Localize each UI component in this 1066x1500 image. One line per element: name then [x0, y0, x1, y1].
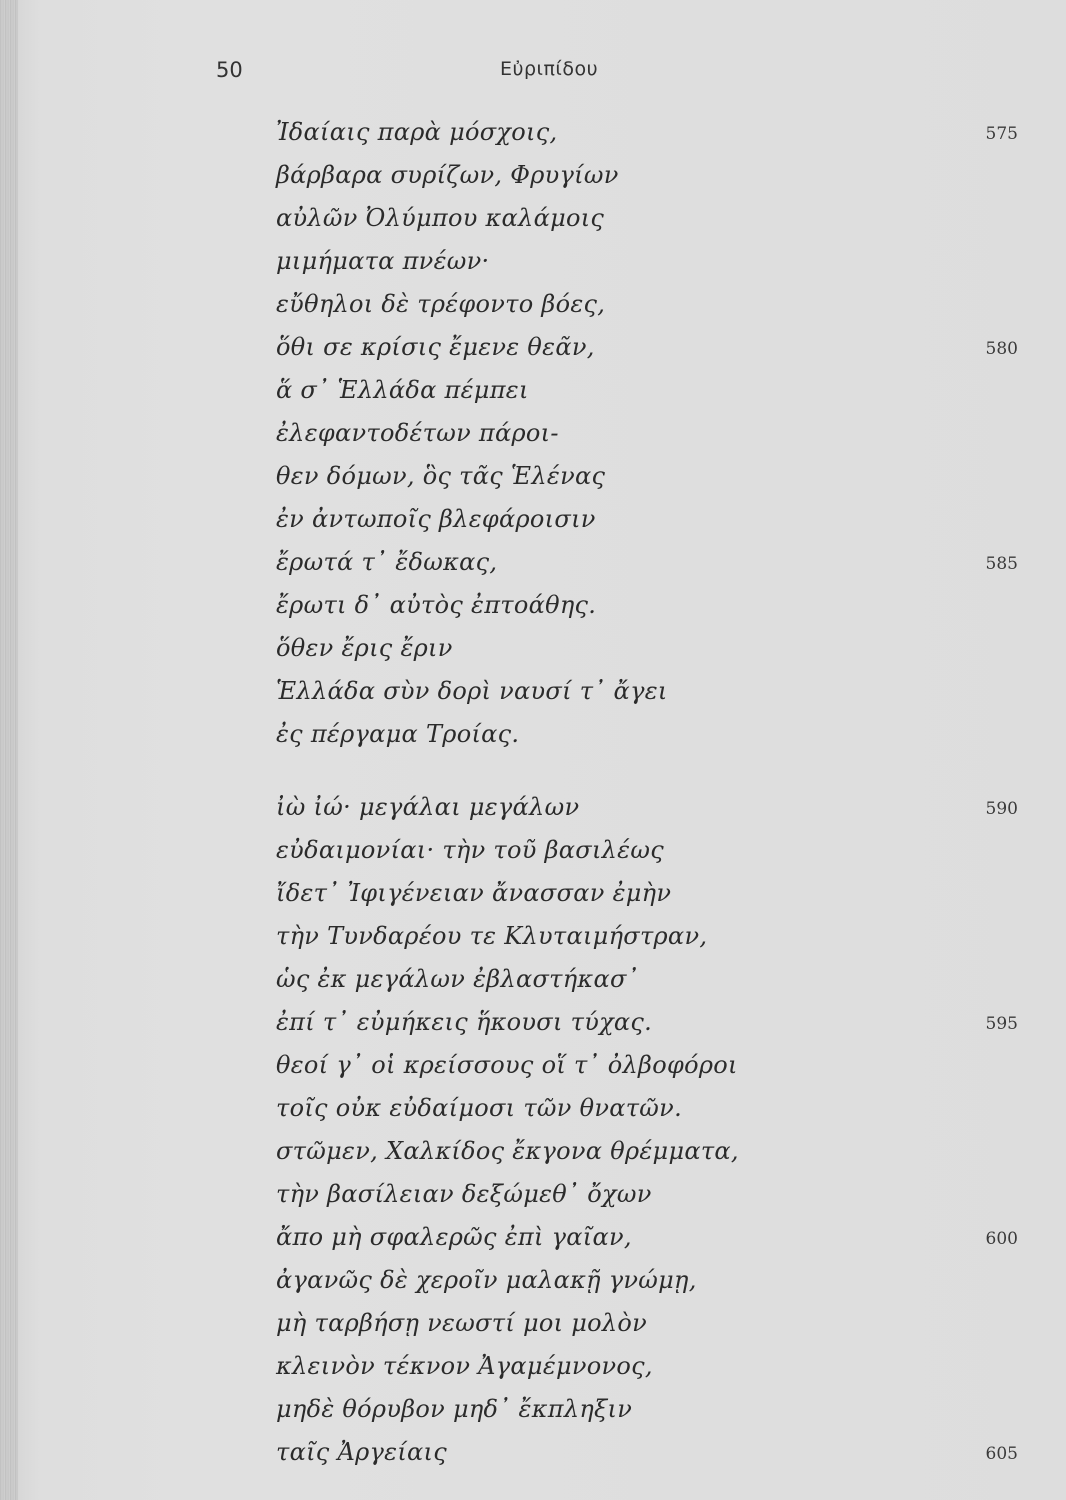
verse-line: μὴ ταρβήσῃ νεωστί μοι μολὸν — [276, 1309, 648, 1337]
verse-line: μηδὲ θόρυβον μηδ᾽ ἔκπληξιν — [276, 1395, 633, 1423]
verse-line: ἐς πέργαμα Τροίας. — [276, 720, 520, 748]
verse-line: ἔρωτι δ᾽ αὐτὸς ἐπτοάθης. — [276, 591, 597, 619]
verse-line: ἔρωτά τ᾽ ἔδωκας, — [276, 548, 498, 576]
verse-line: ὅθεν ἔρις ἔριν — [276, 634, 453, 662]
verse-line: Ἑλλάδα σὺν δορὶ ναυσί τ᾽ ἄγει — [276, 677, 668, 705]
page-edge — [0, 0, 18, 1500]
line-number: 590 — [985, 799, 1018, 819]
line-number: 600 — [985, 1229, 1018, 1249]
verse-line: ἄπο μὴ σφαλερῶς ἐπὶ γαῖαν, — [276, 1223, 632, 1251]
verse-line: ἴδετ᾽ Ἰφιγένειαν ἄνασσαν ἐμὴν — [276, 879, 672, 907]
verse-line: βάρβαρα συρίζων, Φρυγίων — [276, 161, 619, 189]
verse-line: μιμήματα πνέων· — [276, 247, 490, 275]
verse-line: τὴν Τυνδαρέου τε Κλυταιμήστραν, — [276, 922, 708, 950]
verse-line: θεν δόμων, ὃς τᾶς Ἑλένας — [276, 462, 606, 490]
line-number: 585 — [985, 554, 1018, 574]
line-number: 595 — [985, 1014, 1018, 1034]
verse-line: κλεινὸν τέκνον Ἀγαμέμνονος, — [276, 1352, 653, 1380]
verse-line: στῶμεν, Χαλκίδος ἔκγονα θρέμματα, — [276, 1137, 739, 1165]
line-number: 580 — [985, 339, 1018, 359]
verse-line: ἅ σ᾽ Ἑλλάδα πέμπει — [276, 376, 529, 404]
verse-line: ταῖς Ἀργείαις — [276, 1438, 447, 1466]
verse-line: εὐδαιμονίαι· τὴν τοῦ βασιλέως — [276, 836, 664, 864]
verse-line: εὔθηλοι δὲ τρέφοντο βόες, — [276, 290, 606, 318]
verse-line: ἀγανῶς δὲ χεροῖν μαλακῇ γνώμῃ, — [276, 1266, 697, 1294]
verse-line: ἐλεφαντοδέτων πάροι- — [276, 419, 559, 447]
page-number: 50 — [216, 58, 243, 82]
verse-line: ὡς ἐκ μεγάλων ἐβλαστήκασ᾽ — [276, 965, 639, 993]
verse-line: αὐλῶν Ὀλύμπου καλάμοις — [276, 204, 605, 232]
running-head: Εὐριπίδου — [500, 58, 599, 80]
verse-line: τοῖς οὐκ εὐδαίμοσι τῶν θνατῶν. — [276, 1094, 682, 1122]
verse-line: Ἰδαίαις παρὰ μόσχοις, — [276, 118, 558, 146]
verse-line: ὅθι σε κρίσις ἔμενε θεᾶν, — [276, 333, 595, 361]
verse-line: θεοί γ᾽ οἱ κρείσσους οἵ τ᾽ ὀλβοφόροι — [276, 1051, 738, 1079]
page-header — [0, 58, 1066, 88]
verse-line: ἐπί τ᾽ εὐμήκεις ἥκουσι τύχας. — [276, 1008, 653, 1036]
line-number: 605 — [985, 1444, 1018, 1464]
verse-line: ἐν ἀντωποῖς βλεφάροισιν — [276, 505, 596, 533]
verse-line: τὴν βασίλειαν δεξώμεθ᾽ ὄχων — [276, 1180, 652, 1208]
verse-line: ἰὼ ἰώ· μεγάλαι μεγάλων — [276, 793, 580, 821]
line-number: 575 — [985, 124, 1018, 144]
